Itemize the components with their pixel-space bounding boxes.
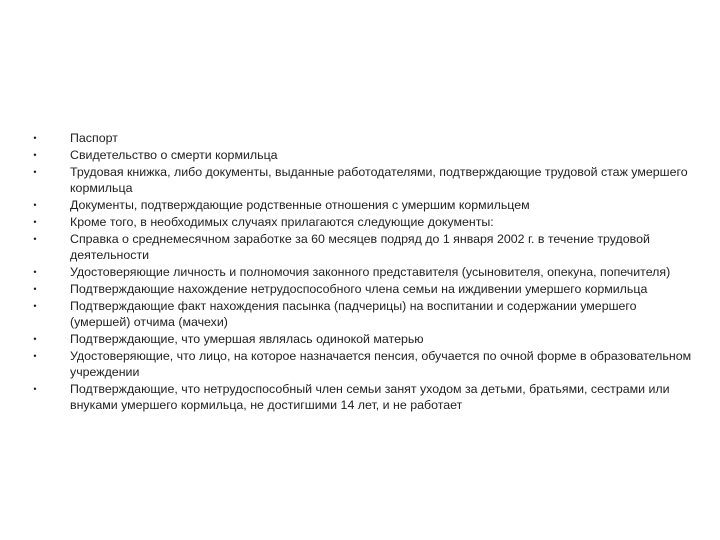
list-item-dependency-proof: [30, 281, 710, 297]
bullet-icon: •: [33, 133, 37, 143]
list-item-kinship-documents: [30, 197, 710, 213]
list-item-work-record: [30, 164, 710, 196]
bullet-icon: •: [33, 234, 37, 244]
list-item-stepchild-proof: [30, 298, 710, 330]
list-item-education-proof: [30, 348, 710, 380]
bullet-icon: •: [33, 351, 37, 361]
bullet-icon: •: [33, 267, 37, 277]
list-item-caregiver-proof: [30, 381, 710, 413]
list-item-text: Подтверждающие нахождение нетрудоспособного члена семьи на иждивении умершего кормильца: [70, 282, 648, 296]
list-item-passport: [30, 130, 710, 146]
list-item-legal-representative: [30, 264, 710, 280]
list-item-text: Подтверждающие, что нетрудоспособный член семьи занят уходом за детьми, братьями, сестрами или внуками умершего кормильца, не достигшими 14 лет, и не работает: [70, 382, 670, 412]
bullet-icon: •: [33, 217, 37, 227]
bullet-icon: •: [33, 284, 37, 294]
list-item-death-certificate: [30, 147, 710, 163]
list-item-text: Кроме того, в необходимых случаях прилагаются следующие документы:: [70, 215, 494, 229]
list-item-text: Подтверждающие, что умершая являлась одинокой матерью: [70, 332, 424, 346]
list-item-text: Справка о среднемесячном заработке за 60 месяцев подряд до 1 января 2002 г. в течение трудовой деятельности: [70, 232, 650, 262]
list-item-text: Документы, подтверждающие родственные отношения с умершим кормильцем: [70, 198, 530, 212]
list-item-text: Удостоверяющие, что лицо, на которое назначается пенсия, обучается по очной форме в образовательном учреждении: [70, 349, 692, 379]
list-item-single-mother-proof: [30, 331, 710, 347]
list-item-text: Удостоверяющие личность и полномочия законного представителя (усыновителя, опекуна, попечителя): [70, 265, 671, 279]
bullet-icon: •: [33, 301, 37, 311]
bullet-icon: •: [33, 200, 37, 210]
list-item-salary-certificate: [30, 231, 710, 263]
list-item-text: Трудовая книжка, либо документы, выданные работодателями, подтверждающие трудовой стаж умершего кормильца: [70, 165, 688, 195]
bullet-icon: •: [33, 150, 37, 160]
list-item-text: Паспорт: [70, 131, 118, 145]
bullet-icon: •: [33, 334, 37, 344]
list-item-text: Свидетельство о смерти кормильца: [70, 148, 278, 162]
document-list: [30, 130, 710, 414]
bullet-icon: •: [33, 384, 37, 394]
list-item-text: Подтверждающие факт нахождения пасынка (падчерицы) на воспитании и содержании умершего (умершей) отчима (мачехи): [70, 299, 637, 329]
list-item-additional-documents: [30, 214, 710, 230]
bullet-icon: •: [33, 167, 37, 177]
